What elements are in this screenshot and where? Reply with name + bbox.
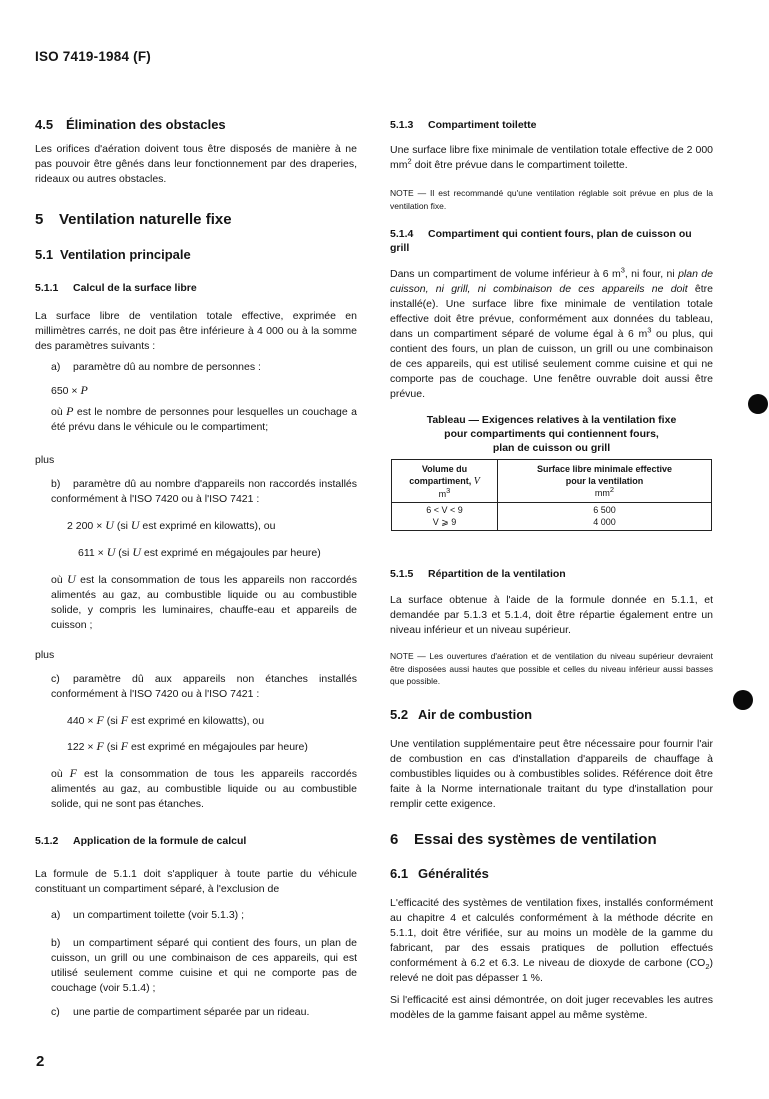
note-5-1-5: NOTE — Les ouvertures d'aération et de ventilation du niveau supérieur devraient être disposées aussi hautes que possible et celles du niveau inférieur aussi basses que possible. — [390, 651, 713, 686]
section-5-heading — [35, 211, 232, 228]
section-title: Ventilation naturelle fixe — [59, 211, 232, 228]
table-cell-volume: 6 < V < 9 V ⩾ 9 — [392, 503, 498, 531]
section-5-1-4-text: Dans un compartiment de volume inférieur à 6 $m^3$, ni four, ni plan de cuisson, ni grill, ni combinaison de ces appareils ne doit être installé(e). Une surface libre fixe minimale de ventilation totale effective doit être prévue, conformément aux données du tableau, dans un compartiment séparé de volume égal à 6 $m^3$ ou plus, qui contient des fours, un plan de cuisson, un grill ou une combinaison de ces appareils, qui est utilisé seulement comme cuisine et qui ne comporte pas de couchage. Une fenêtre ouvrable doit aussi être prévue. — [390, 265, 714, 400]
table-cell-surface: 6 500 4 000 — [498, 503, 712, 531]
section-title: Compartiment qui contient fours, plan de cuisson ou grill — [390, 228, 692, 254]
list-label: a) — [51, 361, 61, 373]
formula-440f: 440 × F (si F est exprimé en kilowatts), ou — [67, 713, 265, 727]
where-u: où U est la consommation de tous les appareils non raccordés alimentés au gaz, au combustible liquide ou au combustible solide, y compris les luminaires, chauffe-eau et appareils de cuisson ; — [51, 572, 357, 631]
plus-label: plus — [35, 454, 55, 466]
section-number: 5.1.5 — [390, 568, 414, 580]
page-number: 2 — [36, 1053, 45, 1070]
section-number: 5.2 — [390, 707, 409, 722]
section-number: 6 — [390, 831, 399, 848]
section-5-1-4-heading — [390, 227, 713, 255]
exclusion-a: a) un compartiment toilette (voir 5.1.3) ; — [51, 909, 244, 921]
section-5-1-3-text: Une surface libre fixe minimale de ventilation totale effective de 2 000 $mm^2$ doit être prévue dans le compartiment toilette. — [390, 144, 713, 171]
exclusion-c: c) une partie de compartiment séparée par un rideau. — [51, 1006, 310, 1018]
section-5-1-1-heading — [35, 281, 197, 295]
section-number: 5.1.2 — [35, 835, 59, 847]
section-title: Généralités — [418, 866, 489, 881]
section-5-1-2-intro: La formule de 5.1.1 doit s'appliquer à toute partie du véhicule constituant un compartiment séparé, à l'exclusion de — [35, 868, 357, 895]
section-6-1-paragraph-2: Si l'efficacité est ainsi démontrée, on doit juger recevables les autres modèles de la gamme faisant appel au même système. — [390, 994, 713, 1021]
section-number: 6.1 — [390, 866, 409, 881]
section-title: Compartiment toilette — [428, 119, 537, 131]
margin-revision-dot — [733, 690, 753, 710]
section-number: 5.1.1 — [35, 282, 59, 294]
section-title: Élimination des obstacles — [66, 117, 226, 132]
formula-650p: 650 × P — [51, 383, 88, 397]
section-number: 5.1.4 — [390, 228, 414, 240]
ventilation-table — [391, 459, 712, 531]
section-4-5-text: Les orifices d'aération doivent tous être disposés de manière à ne pas pouvoir être gênés dans leur fonctionnement par des draperies, rideaux ou autres obstacles. — [35, 143, 357, 185]
section-6-1-heading — [390, 866, 489, 881]
section-number: 4.5 — [35, 117, 54, 132]
margin-revision-dot — [748, 394, 768, 414]
section-5-1-heading — [35, 247, 191, 262]
section-number: 5.1.3 — [390, 119, 414, 131]
table-header-row — [392, 460, 712, 503]
table-header-volume: Volume du compartiment, V $m^3$ — [392, 460, 498, 503]
list-text: paramètre dû au nombre de personnes : — [73, 361, 261, 373]
where-f: où F est la consommation de tous les appareils raccordés alimentés au gaz, au combustible liquide ou au combustible solide, qui ne sont pas étanches. — [51, 766, 357, 810]
table-title: Tableau — Exigences relatives à la ventilation fixe pour compartiments qui contiennent fours, plan de cuisson ou grill — [426, 414, 677, 454]
section-title: Ventilation principale — [60, 247, 191, 262]
section-5-1-5-text: La surface obtenue à l'aide de la formule donnée en 5.1.1, et demandée par 5.1.3 et 5.1.4, doit être répartie également entre un niveau inférieur et un niveau supérieur. — [390, 594, 713, 636]
section-5-1-3-heading — [390, 118, 537, 132]
list-item-a — [51, 360, 357, 375]
plus-label: plus — [35, 649, 55, 661]
list-item-c: c) paramètre dû aux appareils non étanches installés conformément à l'ISO 7420 ou à l'ISO 7421 : — [51, 673, 357, 700]
section-number: 5 — [35, 211, 44, 228]
section-4-5-heading — [35, 117, 226, 132]
document-header: ISO 7419-1984 (F) — [35, 49, 151, 64]
section-5-1-1-intro: La surface libre de ventilation totale effective, exprimée en millimètres carrés, ne doit pas être inférieure à 4 000 ou à la somme des paramètres suivants : — [35, 310, 357, 352]
section-5-1-2-heading — [35, 834, 246, 848]
section-5-1-5-heading — [390, 567, 566, 581]
section-title: Calcul de la surface libre — [73, 282, 197, 294]
section-6-heading — [390, 831, 657, 848]
section-6-1-paragraph-1: L'efficacité des systèmes de ventilation fixes, installés conformément au chapitre 4 et calculés conformément à la méthode décrite en 5.1.1, doit être vérifiée, sur au moins un modèle de la gamme du fabricant, par des essais pratiques de pollution effectués conformément à 6.2 et 6.3. Le niveau de dioxyde de carbone $(CO_2)$ relevé ne doit pas dépasser 1 %. — [390, 897, 713, 984]
section-5-2-text: Une ventilation supplémentaire peut être nécessaire pour fournir l'air de combustion en cas d'installation d'appareils de chauffage à combustibles liquides ou à combustibles solides. Référence doit être faite à la Norme internationale traitant du type d'installation pour remplir cette exigence. — [390, 738, 713, 810]
table-row — [392, 503, 712, 531]
formula-611u: 611 × U (si U est exprimé en mégajoules par heure) — [78, 545, 321, 559]
exclusion-b: b) un compartiment séparé qui contient des fours, un plan de cuisson, un grill ou une combinaison de ces appareils, qui est utilisé seulement comme cuisine et qui ne comporte pas de couchage (voir 5.1.4) ; — [51, 937, 357, 994]
section-title: Essai des systèmes de ventilation — [414, 831, 657, 848]
formula-2200u: 2 200 × U (si U est exprimé en kilowatts), ou — [67, 518, 276, 532]
table-header-surface: Surface libre minimale effective pour la ventilation $mm^2$ — [498, 460, 712, 503]
where-p: où P est le nombre de personnes pour lesquelles un couchage a été prévu dans le véhicule ou le compartiment; — [51, 404, 357, 433]
section-number: 5.1 — [35, 247, 54, 262]
formula-122f: 122 × F (si F est exprimé en mégajoules par heure) — [67, 739, 308, 753]
list-item-b: b) paramètre dû au nombre d'appareils non raccordés installés conformément à l'ISO 7420 ou à l'ISO 7421 : — [51, 478, 357, 505]
section-title: Application de la formule de calcul — [73, 835, 247, 847]
section-title: Air de combustion — [418, 707, 533, 722]
note-5-1-3: NOTE — Il est recommandé qu'une ventilation réglable soit prévue en plus de la ventilation fixe. — [390, 188, 713, 211]
section-title: Répartition de la ventilation — [428, 568, 566, 580]
section-5-2-heading — [390, 707, 532, 722]
